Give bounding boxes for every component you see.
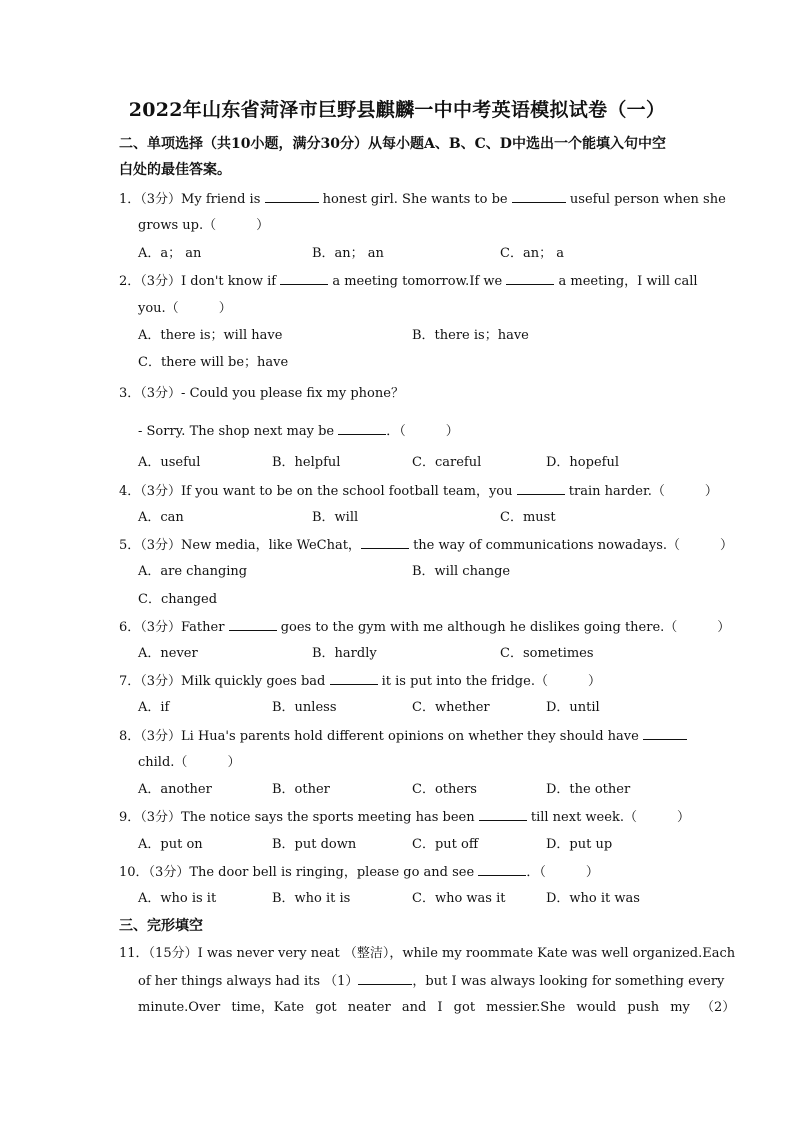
answer-blank (517, 482, 565, 495)
question-10-stem: 10．（3分）The door bell is ringing，please go and see ．（ ） (119, 865, 599, 880)
question-2-option-c[interactable]: C．there will be；have (138, 355, 289, 370)
question-7-option-a[interactable]: A．if (138, 700, 170, 715)
question-2-stem: 2．（3分）I don't know if a meeting tomorrow.If we a meeting，I will call (119, 274, 698, 289)
question-2-option-b[interactable]: B．there is；have (412, 328, 529, 343)
question-1-option-a[interactable]: A．a； an (138, 246, 202, 261)
question-1-option-c[interactable]: C．an； a (500, 246, 564, 261)
question-9-stem: 9．（3分）The notice says the sports meeting has been till next week.（ ） (119, 810, 690, 825)
question-1-option-b[interactable]: B．an； an (312, 246, 384, 261)
answer-blank (643, 727, 687, 740)
question-4-option-c[interactable]: C．must (500, 510, 556, 525)
answer-blank (338, 422, 386, 435)
question-5-option-c[interactable]: C．changed (138, 592, 218, 607)
answer-blank (265, 190, 319, 203)
answer-blank (361, 536, 409, 549)
question-3-option-b[interactable]: B．helpful (272, 455, 341, 470)
answer-blank (506, 272, 554, 285)
answer-blank (280, 272, 328, 285)
question-10-option-c[interactable]: C．who was it (412, 891, 506, 906)
question-10-option-a[interactable]: A．who is it (138, 891, 217, 906)
page-title: 2022年山东省菏泽市巨野县麒麟一中中考英语模拟试卷（一） (128, 99, 666, 121)
question-6-stem: 6．（3分）Father goes to the gym with me although he dislikes going there.（ ） (119, 620, 731, 635)
section-heading-single-choice: 二、单项选择（共10小题，满分30分）从每小题A、B、C、D中选出一个能填入句中空 (119, 136, 666, 152)
question-8-option-b[interactable]: B．other (272, 782, 330, 797)
question-6-option-c[interactable]: C．sometimes (500, 646, 594, 661)
question-7-option-b[interactable]: B．unless (272, 700, 337, 715)
question-9-option-c[interactable]: C．put off (412, 837, 479, 852)
question-4-option-a[interactable]: A．can (138, 510, 184, 525)
question-3-stem: 3．（3分）- Could you please fix my phone？ (119, 386, 404, 401)
question-6-option-a[interactable]: A．never (138, 646, 198, 661)
question-10-option-d[interactable]: D．who it was (546, 891, 640, 906)
question-4-stem: 4．（3分）If you want to be on the school football team，you train harder.（ ） (119, 484, 718, 499)
question-2-option-a[interactable]: A．there is；will have (138, 328, 283, 343)
question-1-stem: 1．（3分）My friend is honest girl. She wants to be useful person when she (119, 192, 726, 207)
question-6-option-b[interactable]: B．hardly (312, 646, 377, 661)
question-8-option-a[interactable]: A．another (138, 782, 212, 797)
question-8-stem: 8．（3分）Li Hua's parents hold different opinions on whether they should have (119, 727, 675, 746)
answer-blank (358, 972, 412, 985)
answer-blank (330, 672, 378, 685)
question-3-option-d[interactable]: D．hopeful (546, 455, 619, 470)
answer-blank (478, 863, 526, 876)
question-5-option-a[interactable]: A．are changing (138, 564, 248, 579)
answer-blank (479, 808, 527, 821)
section-heading-cloze: 三、完形填空 (119, 918, 203, 934)
question-9-option-d[interactable]: D．put up (546, 837, 613, 852)
question-9-option-a[interactable]: A．put on (138, 837, 203, 852)
question-7-option-d[interactable]: D．until (546, 700, 600, 715)
question-5-option-b[interactable]: B．will change (412, 564, 511, 579)
question-3-option-c[interactable]: C．careful (412, 455, 482, 470)
question-8-option-c[interactable]: C．others (412, 782, 477, 797)
question-7-stem: 7．（3分）Milk quickly goes bad it is put into the fridge.（ ） (119, 674, 601, 689)
question-9-option-b[interactable]: B．put down (272, 837, 357, 852)
question-8-stem-cont: child.（ ） (138, 755, 241, 770)
question-11-line-3: minute.Over time，Kate got neater and I got messier.She would push my （2） (138, 1000, 736, 1015)
section-heading-single-choice-cont: 白处的最佳答案。 (119, 162, 231, 178)
question-3-stem-cont: - Sorry. The shop next may be ．（ ） (138, 424, 459, 439)
question-3-option-a[interactable]: A．useful (138, 455, 201, 470)
question-8-option-d[interactable]: D．the other (546, 782, 631, 797)
question-2-stem-cont: you.（ ） (138, 301, 232, 316)
answer-blank (229, 618, 277, 631)
question-11-line-2: of her things always had its （1） ，but I was always looking for something every (138, 974, 725, 989)
question-4-option-b[interactable]: B．will (312, 510, 359, 525)
answer-blank (512, 190, 566, 203)
question-11-line-1: 11．（15分）I was never very neat （整洁），while my roommate Kate was well organized.Each (119, 946, 736, 961)
question-7-option-c[interactable]: C．whether (412, 700, 490, 715)
question-10-option-b[interactable]: B．who it is (272, 891, 351, 906)
question-5-stem: 5．（3分）New media，like WeChat， the way of communications nowadays.（ ） (119, 538, 734, 553)
question-1-stem-cont: grows up.（ ） (138, 218, 270, 233)
